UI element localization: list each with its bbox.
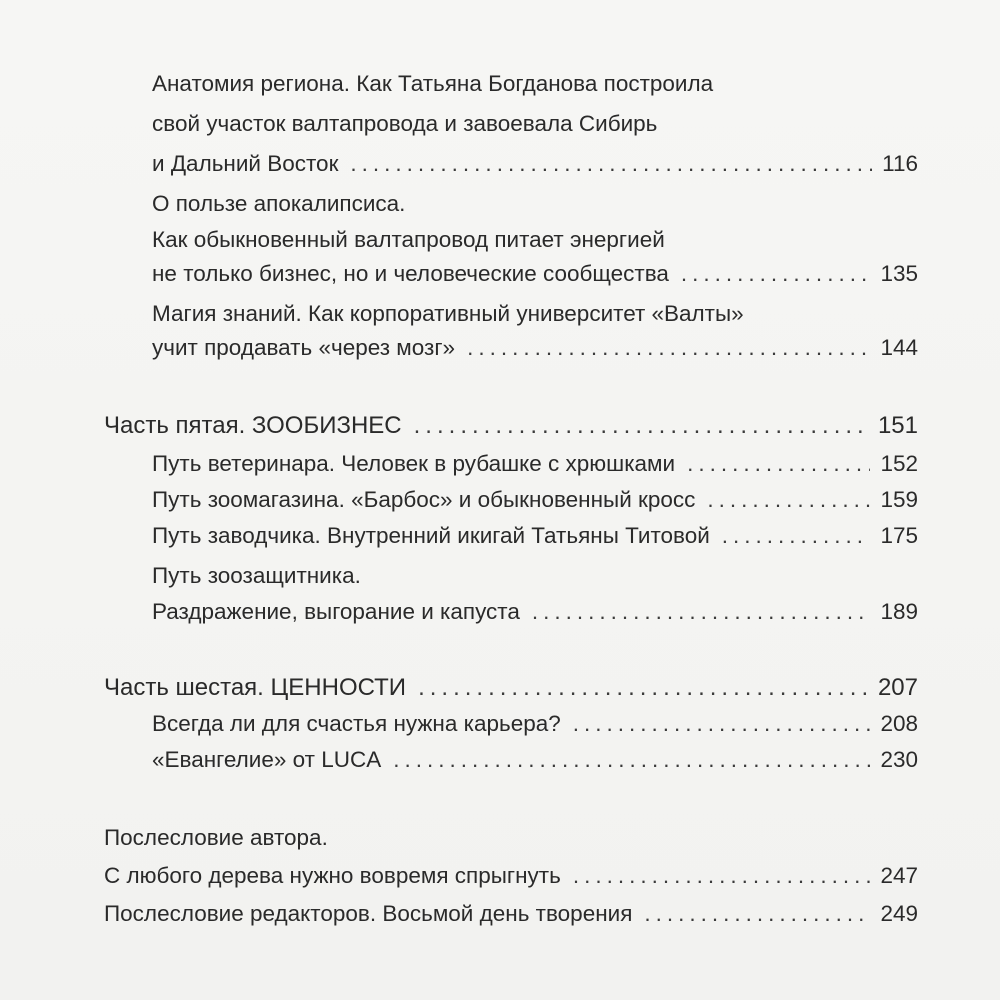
toc-entry[interactable]: [152, 256, 918, 292]
toc-part-heading[interactable]: [104, 670, 918, 706]
toc-entry-label: Послесловие редакторов. Восьмой день творения: [104, 901, 633, 926]
toc-entry-label: Послесловие автора.: [104, 825, 328, 850]
toc-entry-page: 189: [880, 599, 918, 624]
toc-entry[interactable]: [104, 820, 918, 856]
dot-leader: [707, 482, 870, 518]
toc-entry[interactable]: [152, 594, 918, 630]
toc-part-page: 151: [877, 412, 918, 439]
toc-entry[interactable]: [104, 858, 918, 894]
toc-entry[interactable]: [152, 482, 918, 518]
toc-entry[interactable]: [152, 518, 918, 554]
toc-part-heading[interactable]: [104, 408, 918, 444]
dot-leader: [722, 518, 871, 554]
toc-entry-page: 175: [880, 523, 918, 548]
dot-leader: [573, 858, 871, 894]
toc-part-page: 207: [877, 674, 918, 701]
toc-entry[interactable]: [152, 330, 918, 366]
toc-entry-label: Путь зоомагазина. «Барбос» и обыкновенный кросс: [152, 487, 696, 512]
toc-entry[interactable]: [152, 742, 918, 778]
toc-entry[interactable]: [152, 296, 918, 332]
toc-entry-page: 144: [880, 335, 918, 360]
toc-part-title: Часть пятая. ЗООБИЗНЕС: [104, 412, 402, 439]
toc-entry-page: 247: [880, 863, 918, 888]
dot-leader: [467, 330, 870, 366]
dot-leader: [573, 706, 871, 742]
toc-entry[interactable]: [152, 222, 918, 258]
dot-leader: [414, 408, 868, 444]
toc-part-title: Часть шестая. ЦЕННОСТИ: [104, 674, 407, 701]
toc-entry-label: Путь заводчика. Внутренний икигай Татьяны Титовой: [152, 523, 710, 548]
toc-entry-label: Всегда ли для счастья нужна карьера?: [152, 711, 561, 736]
dot-leader: [687, 446, 870, 482]
toc-entry-page: 159: [880, 487, 918, 512]
toc-entry-label: Путь ветеринара. Человек в рубашке с хрюшками: [152, 451, 676, 476]
toc-entry-label: «Евангелие» от LUCA: [152, 747, 382, 772]
toc-entry[interactable]: [152, 66, 918, 102]
toc-entry-label: Магия знаний. Как корпоративный университет «Валты»: [152, 301, 744, 326]
toc-entry[interactable]: [152, 558, 918, 594]
toc-entry-page: 208: [880, 711, 918, 736]
toc-entry-label: Путь зоозащитника.: [152, 563, 361, 588]
toc-entry-label: свой участок валтапровода и завоевала Сибирь: [152, 111, 658, 136]
toc-entry[interactable]: [152, 706, 918, 742]
toc-entry-label: Как обыкновенный валтапровод питает энергией: [152, 227, 665, 252]
toc-entry-page: 249: [880, 901, 918, 926]
toc-entry-label: Анатомия региона. Как Татьяна Богданова построила: [152, 71, 714, 96]
toc-entry-label: С любого дерева нужно вовремя спрыгнуть: [104, 863, 561, 888]
toc-entry-page: 135: [880, 261, 918, 286]
dot-leader: [350, 146, 872, 182]
toc-entry[interactable]: [104, 896, 918, 932]
toc-entry[interactable]: [152, 186, 918, 222]
toc-entry-page: 116: [882, 151, 918, 176]
dot-leader: [644, 896, 870, 932]
toc-entry-label: и Дальний Восток: [152, 151, 339, 176]
toc-entry-label: Раздражение, выгорание и капуста: [152, 599, 520, 624]
dot-leader: [393, 742, 870, 778]
dot-leader: [681, 256, 871, 292]
toc-entry-label: О пользе апокалипсиса.: [152, 191, 406, 216]
dot-leader: [418, 670, 868, 706]
toc-entry-label: учит продавать «через мозг»: [152, 335, 456, 360]
toc-entry[interactable]: [152, 446, 918, 482]
toc-entry-page: 152: [880, 451, 918, 476]
dot-leader: [532, 594, 871, 630]
toc-entry[interactable]: [152, 146, 918, 182]
toc-entry[interactable]: [152, 106, 918, 142]
toc-entry-page: 230: [880, 747, 918, 772]
toc-entry-label: не только бизнес, но и человеческие сообщества: [152, 261, 669, 286]
